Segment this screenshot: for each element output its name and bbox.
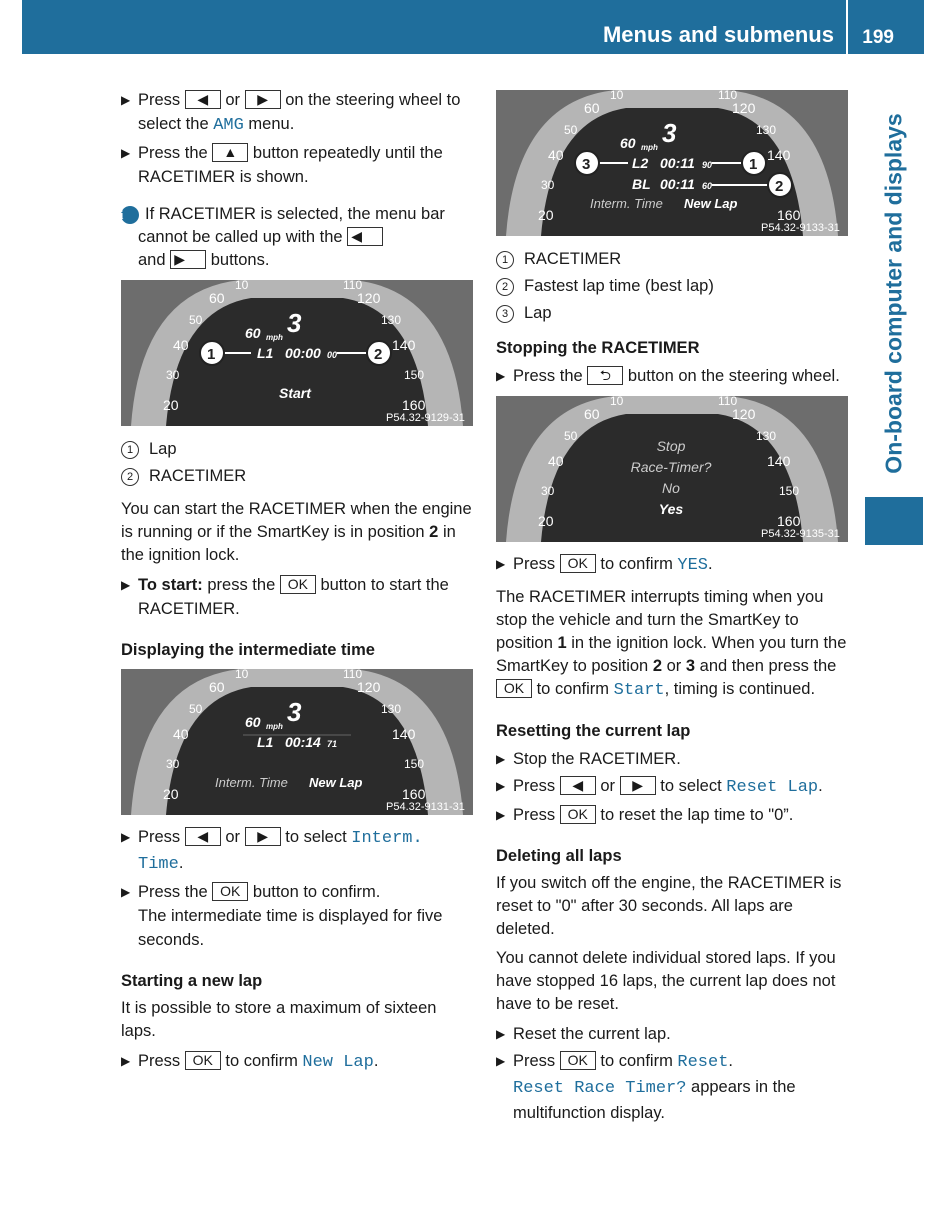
svg-text:Yes: Yes bbox=[658, 501, 684, 517]
svg-text:No: No bbox=[662, 480, 680, 496]
arrow-icon: ▶ bbox=[121, 885, 131, 899]
step-confirm-yes: ▶ Press OK to confirm YES. bbox=[496, 552, 848, 578]
svg-text:30: 30 bbox=[541, 178, 555, 192]
step-reset-time: ▶ Press OK to reset the lap time to "0”. bbox=[496, 803, 848, 827]
speed-unit: mph bbox=[266, 333, 283, 342]
paragraph-interrupt: The RACETIMER interrupts timing when you stop the vehicle and turn the SmartKey to position 1 in the ignition lock. When you turn the SmartKey to position 2 or 3 and then press the OK to confirm Start, timing is continued. bbox=[496, 588, 847, 700]
heading-stopping: Stopping the RACETIMER bbox=[496, 339, 700, 357]
back-key: ⮌ bbox=[587, 366, 623, 385]
tick-30: 30 bbox=[166, 368, 180, 382]
ok-key: OK bbox=[280, 575, 316, 594]
page-header bbox=[22, 0, 924, 54]
svg-text:P54.32-9133-31: P54.32-9133-31 bbox=[761, 222, 840, 234]
header-divider bbox=[846, 0, 848, 54]
svg-text:160: 160 bbox=[777, 207, 801, 223]
svg-text:00:11: 00:11 bbox=[660, 176, 695, 192]
svg-text:00:14: 00:14 bbox=[285, 734, 321, 750]
page-number: 199 bbox=[862, 27, 894, 48]
ok-key: OK bbox=[212, 882, 248, 901]
right-column bbox=[496, 82, 848, 1128]
side-tab-marker bbox=[865, 497, 923, 545]
svg-text:60: 60 bbox=[702, 181, 713, 191]
svg-text:120: 120 bbox=[357, 679, 381, 695]
tick-60: 60 bbox=[209, 290, 225, 306]
step-select-amg: ▶ Press ◀ or ▶ on the steering wheel to select the AMG menu. bbox=[121, 88, 473, 138]
svg-text:60: 60 bbox=[584, 100, 600, 116]
svg-text:120: 120 bbox=[732, 406, 756, 422]
step-confirm-interm: ▶ Press the OK button to confirm. The intermediate time is displayed for five seconds. bbox=[121, 880, 473, 952]
tick-10: 10 bbox=[235, 280, 249, 292]
svg-text:60: 60 bbox=[209, 679, 225, 695]
svg-text:140: 140 bbox=[767, 453, 791, 469]
step-stop: ▶ Stop the RACETIMER. bbox=[496, 747, 848, 771]
svg-text:10: 10 bbox=[610, 90, 624, 102]
svg-text:1: 1 bbox=[749, 156, 758, 173]
svg-text:20: 20 bbox=[163, 786, 179, 802]
right-key: ▶ bbox=[620, 776, 656, 795]
heading-delete-laps: Deleting all laps bbox=[496, 847, 622, 865]
left-key: ◀ bbox=[185, 827, 221, 846]
svg-text:20: 20 bbox=[538, 207, 554, 223]
cluster-image-start bbox=[121, 280, 473, 426]
menu-item: Interm. Time bbox=[138, 829, 423, 874]
svg-text:40: 40 bbox=[548, 453, 564, 469]
tick-130: 130 bbox=[381, 313, 402, 327]
info-note: i If RACETIMER is selected, the menu bar cannot be called up with the ◀ and ▶ buttons. bbox=[119, 205, 445, 269]
svg-text:50: 50 bbox=[564, 123, 578, 137]
arrow-icon: ▶ bbox=[496, 808, 506, 822]
right-key: ▶ bbox=[245, 90, 281, 109]
side-tab bbox=[865, 98, 923, 488]
arrow-icon: ▶ bbox=[121, 93, 131, 107]
ok-key: OK bbox=[185, 1051, 221, 1070]
heading-reset-lap: Resetting the current lap bbox=[496, 722, 691, 740]
paragraph-max-laps: It is possible to store a maximum of sixteen laps. bbox=[121, 999, 437, 1040]
step-confirm-new-lap: ▶ Press OK to confirm New Lap. bbox=[121, 1049, 473, 1075]
heading-new-lap: Starting a new lap bbox=[121, 972, 263, 990]
svg-text:BL: BL bbox=[632, 176, 651, 192]
svg-text:130: 130 bbox=[756, 123, 777, 137]
svg-text:160: 160 bbox=[402, 786, 426, 802]
step-press-up: ▶ Press the ▲ button repeatedly until the RACETIMER is shown. bbox=[121, 141, 473, 189]
menu-item: Reset Lap bbox=[726, 778, 819, 797]
step-confirm-reset: ▶ Press OK to confirm Reset. Reset Race Timer? appears in the multifunction display. bbox=[496, 1049, 848, 1125]
arrow-icon: ▶ bbox=[121, 830, 131, 844]
svg-text:2: 2 bbox=[775, 178, 784, 195]
tick-110: 110 bbox=[343, 280, 363, 292]
left-key: ◀ bbox=[560, 776, 596, 795]
legend-item: 2 RACETIMER bbox=[121, 463, 473, 490]
left-key: ◀ bbox=[347, 227, 383, 246]
menu-message: Reset Race Timer? bbox=[513, 1079, 687, 1098]
menu-item: New Lap bbox=[302, 1053, 374, 1072]
step-select-reset-lap: ▶ Press ◀ or ▶ to select Reset Lap. bbox=[496, 774, 848, 800]
tick-140: 140 bbox=[392, 337, 416, 353]
svg-text:50: 50 bbox=[564, 429, 578, 443]
gear: 3 bbox=[287, 308, 302, 338]
ok-key: OK bbox=[560, 805, 596, 824]
svg-text:120: 120 bbox=[732, 100, 756, 116]
start-label: Start bbox=[279, 385, 311, 401]
svg-text:140: 140 bbox=[767, 147, 791, 163]
speed: 60 bbox=[245, 325, 261, 341]
tick-40: 40 bbox=[173, 337, 189, 353]
paragraph-switch-off: If you switch off the engine, the RACETIMER is reset to "0" after 30 seconds. All laps are deleted. bbox=[496, 874, 842, 938]
menu-item: Reset bbox=[677, 1053, 729, 1072]
paragraph-start-condition: You can start the RACETIMER when the engine is running or if the SmartKey is in position 2 in the ignition lock. bbox=[121, 500, 472, 564]
info-icon: i bbox=[121, 206, 139, 224]
svg-text:110: 110 bbox=[718, 396, 738, 408]
right-key: ▶ bbox=[245, 827, 281, 846]
svg-text:40: 40 bbox=[548, 147, 564, 163]
svg-text:30: 30 bbox=[166, 757, 180, 771]
svg-text:Interm. Time: Interm. Time bbox=[590, 196, 663, 211]
menu-item: Start bbox=[613, 681, 665, 700]
section-title: Menus and submenus bbox=[602, 22, 834, 47]
svg-text:150: 150 bbox=[404, 757, 425, 771]
svg-text:60: 60 bbox=[245, 714, 261, 730]
svg-text:10: 10 bbox=[610, 396, 624, 408]
svg-text:mph: mph bbox=[266, 722, 283, 731]
svg-text:30: 30 bbox=[541, 484, 555, 498]
svg-text:40: 40 bbox=[173, 726, 189, 742]
svg-text:L1: L1 bbox=[257, 734, 274, 750]
arrow-icon: ▶ bbox=[496, 557, 506, 571]
svg-text:3: 3 bbox=[582, 156, 591, 173]
image-ref: P54.32-9129-31 bbox=[386, 412, 465, 424]
lap-time-small: 00 bbox=[327, 350, 338, 360]
tick-50: 50 bbox=[189, 313, 203, 327]
lap-label: L1 bbox=[257, 345, 274, 361]
ok-key: OK bbox=[496, 679, 532, 698]
svg-text:71: 71 bbox=[327, 739, 338, 749]
arrow-icon: ▶ bbox=[496, 752, 506, 766]
side-tab-label: On-board computer and displays bbox=[880, 112, 907, 474]
svg-text:10: 10 bbox=[235, 669, 249, 681]
svg-text:Race-Timer?: Race-Timer? bbox=[630, 459, 712, 475]
svg-text:60: 60 bbox=[620, 135, 636, 151]
legend-item: 1 RACETIMER bbox=[496, 246, 848, 273]
svg-text:P54.32-9135-31: P54.32-9135-31 bbox=[761, 528, 840, 540]
svg-text:Stop: Stop bbox=[656, 438, 686, 454]
ok-key: OK bbox=[560, 1051, 596, 1070]
paragraph-individual: You cannot delete individual stored laps. If you have stopped 16 laps, the current lap does not have to be reset. bbox=[496, 949, 836, 1013]
arrow-icon: ▶ bbox=[496, 1054, 506, 1068]
svg-text:1: 1 bbox=[207, 346, 216, 363]
lap-time: 00:00 bbox=[285, 345, 321, 361]
ok-key: OK bbox=[560, 554, 596, 573]
menu-name: AMG bbox=[213, 116, 244, 135]
legend-item: 1 Lap bbox=[121, 436, 473, 463]
cluster-image-stop bbox=[496, 396, 848, 542]
svg-text:110: 110 bbox=[718, 90, 738, 102]
svg-text:3: 3 bbox=[662, 118, 677, 148]
legend-item: 2 Fastest lap time (best lap) bbox=[496, 273, 848, 300]
cluster-image-laps bbox=[496, 90, 848, 236]
left-key: ◀ bbox=[185, 90, 221, 109]
tick-160: 160 bbox=[402, 397, 426, 413]
arrow-icon: ▶ bbox=[121, 146, 131, 160]
arrow-icon: ▶ bbox=[496, 1027, 506, 1041]
svg-text:New Lap: New Lap bbox=[684, 196, 738, 211]
svg-text:New Lap: New Lap bbox=[309, 775, 363, 790]
legend-item: 3 Lap bbox=[496, 300, 848, 327]
arrow-icon: ▶ bbox=[121, 1054, 131, 1068]
svg-text:00:11: 00:11 bbox=[660, 155, 695, 171]
step-start: ▶ To start: press the OK button to start the RACETIMER. bbox=[121, 573, 473, 621]
svg-text:50: 50 bbox=[189, 702, 203, 716]
svg-text:160: 160 bbox=[777, 513, 801, 529]
menu-item: YES bbox=[677, 556, 709, 575]
svg-text:P54.32-9131-31: P54.32-9131-31 bbox=[386, 801, 465, 813]
svg-text:3: 3 bbox=[287, 697, 302, 727]
svg-text:L2: L2 bbox=[632, 155, 649, 171]
svg-text:20: 20 bbox=[538, 513, 554, 529]
up-key: ▲ bbox=[212, 143, 248, 162]
tick-20: 20 bbox=[163, 397, 179, 413]
svg-text:130: 130 bbox=[756, 429, 777, 443]
svg-text:Interm. Time: Interm. Time bbox=[215, 775, 288, 790]
svg-text:2: 2 bbox=[374, 346, 383, 363]
step-select-interm: ▶ Press ◀ or ▶ to select Interm. Time. bbox=[121, 825, 473, 877]
tick-150: 150 bbox=[404, 368, 425, 382]
tick-120: 120 bbox=[357, 290, 381, 306]
svg-text:90: 90 bbox=[702, 160, 713, 170]
svg-text:140: 140 bbox=[392, 726, 416, 742]
cluster-image-interm bbox=[121, 669, 473, 815]
step-press-back: ▶ Press the ⮌ button on the steering wheel. bbox=[496, 364, 848, 388]
heading-intermediate-time: Displaying the intermediate time bbox=[121, 641, 375, 659]
right-key: ▶ bbox=[170, 250, 206, 269]
left-column bbox=[121, 88, 473, 1078]
step-reset-current: ▶ Reset the current lap. bbox=[496, 1022, 848, 1046]
arrow-icon: ▶ bbox=[496, 779, 506, 793]
arrow-icon: ▶ bbox=[121, 578, 131, 592]
svg-text:110: 110 bbox=[343, 669, 363, 681]
svg-text:60: 60 bbox=[584, 406, 600, 422]
svg-text:150: 150 bbox=[779, 484, 800, 498]
svg-text:mph: mph bbox=[641, 143, 658, 152]
arrow-icon: ▶ bbox=[496, 369, 506, 383]
svg-text:130: 130 bbox=[381, 702, 402, 716]
